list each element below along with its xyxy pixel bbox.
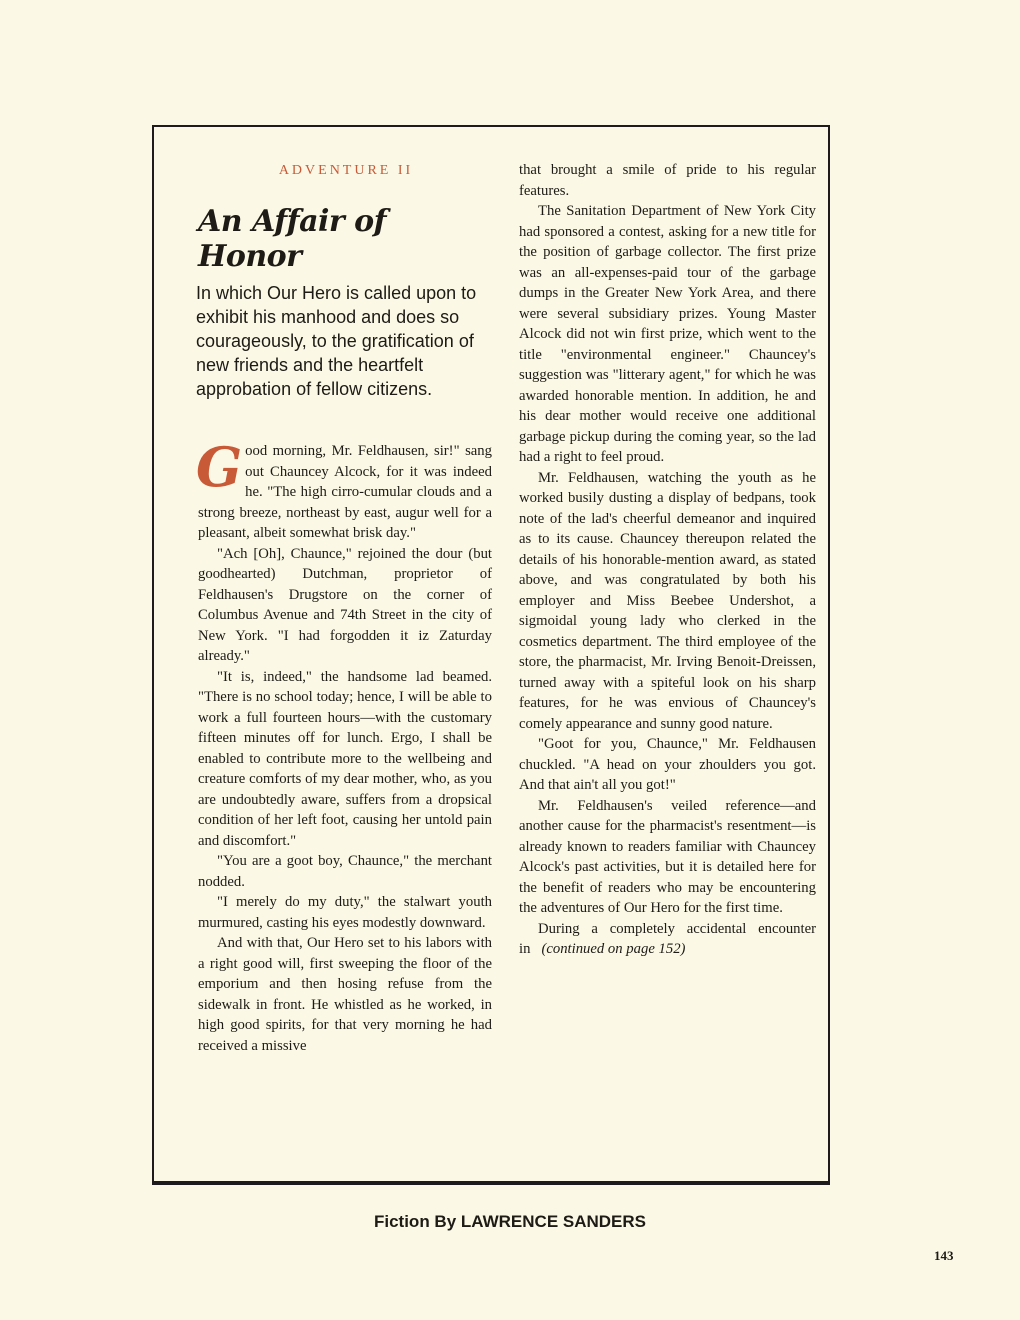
paragraph: "Ach [Oh], Chaunce," rejoined the dour (but goodhearted) Dutchman, proprietor of Feldhausen's Drugstore on the corner of Columbus Avenue and 74th Street in the city of New York. "I had forgodden it iz Zaturday already." — [198, 545, 492, 664]
article-dek: In which Our Hero is called upon to exhibit his manhood and does so courageously, to the gratification of new friends and the heartfelt approbation of fellow citizens. — [196, 283, 477, 399]
paragraph: Mr. Feldhausen's veiled reference—and another cause for the pharmacist's resentment—is already known to readers familiar with Chauncey Alcock's past activities, but it is detailed here for the benefit of readers who may be encountering the adventures of Our Hero for the first time. — [519, 797, 816, 916]
paragraph: that brought a smile of pride to his regular features. — [519, 162, 816, 199]
paragraph: And with that, Our Hero set to his labors with a right good will, first sweeping the floor of the emporium and then hosing refuse from the sidewalk in front. He whistled as he worked, in high good spirits, for that very morning he had received a missive — [198, 935, 492, 1054]
right-body — [519, 160, 816, 960]
right-column — [519, 160, 816, 960]
page-number: 143 — [934, 1248, 954, 1263]
drop-cap: G — [196, 435, 243, 499]
paragraph: Good morning, Mr. Feldhausen, sir!" sang out Chauncey Alcock, for it was indeed he. "The high cirro-cumular clouds and a strong breeze, northeast by east, augur well for a pleasant, albeit somewhat brisk day." — [196, 435, 492, 541]
article-kicker: ADVENTURE II — [278, 163, 414, 178]
paragraph: "You are a goot boy, Chaunce," the merchant nodded. — [198, 853, 492, 890]
paragraph: The Sanitation Department of New York City had sponsored a contest, asking for a new title for the position of garbage collector. The first prize was an all-expenses-paid tour of the garbage dumps in the Greater New York Area, and there were several subsidiary prizes. Young Master Alcock did not win first prize, which went to the title "environmental engineer." Chauncey's suggestion was "litterary agent," for which he was awarded honorable mention. In addition, he and his dear mother would receive one additional garbage pickup during the coming year, so the lad had a right to feel proud. — [519, 203, 816, 465]
left-body — [196, 435, 492, 1056]
left-column — [198, 160, 492, 1056]
article-title: An Affair of Honor — [198, 204, 387, 274]
paragraph: "I merely do my duty," the stalwart youth murmured, casting his eyes modestly downward. — [198, 894, 492, 931]
continued-note: (continued on page 152) — [541, 941, 686, 957]
paragraph: Mr. Feldhausen, watching the youth as he worked busily dusting a display of bedpans, took note of the lad's cheerful demeanor and inquired as to its cause. Chauncey thereupon related the details of his honorable-mention award, as stated above, and was congratulated by both his employer and Miss Beebee Undershot, a sigmoidal young lady who clerked in the cosmetics department. The third employee of the store, the pharmacist, Mr. Irving Benoit-Dreissen, turned away with a spiteful look on his sharp features, for he was envious of Chauncey's comely appearance and sunny good nature. — [519, 469, 816, 732]
paragraph: "Goot for you, Chaunce," Mr. Feldhausen chuckled. "A head on your zhoulders you got. And that ain't all you got!" — [519, 736, 816, 793]
paragraph: "It is, indeed," the handsome lad beamed. "There is no school today; hence, I will be able to work a full fourteen hours—with the customary fifteen minutes off for lunch. Ergo, I shall be enabled to contribute more to the wellbeing and creature comforts of my dear mother, who, as you are undoubtedly aware, suffers from a dropsical condition of her left foot, causing her untold pain and discomfort." — [198, 668, 492, 849]
paragraph: During a completely accidental encounter in (continued on page 152) — [519, 920, 816, 957]
byline: Fiction By LAWRENCE SANDERS — [373, 1212, 647, 1231]
